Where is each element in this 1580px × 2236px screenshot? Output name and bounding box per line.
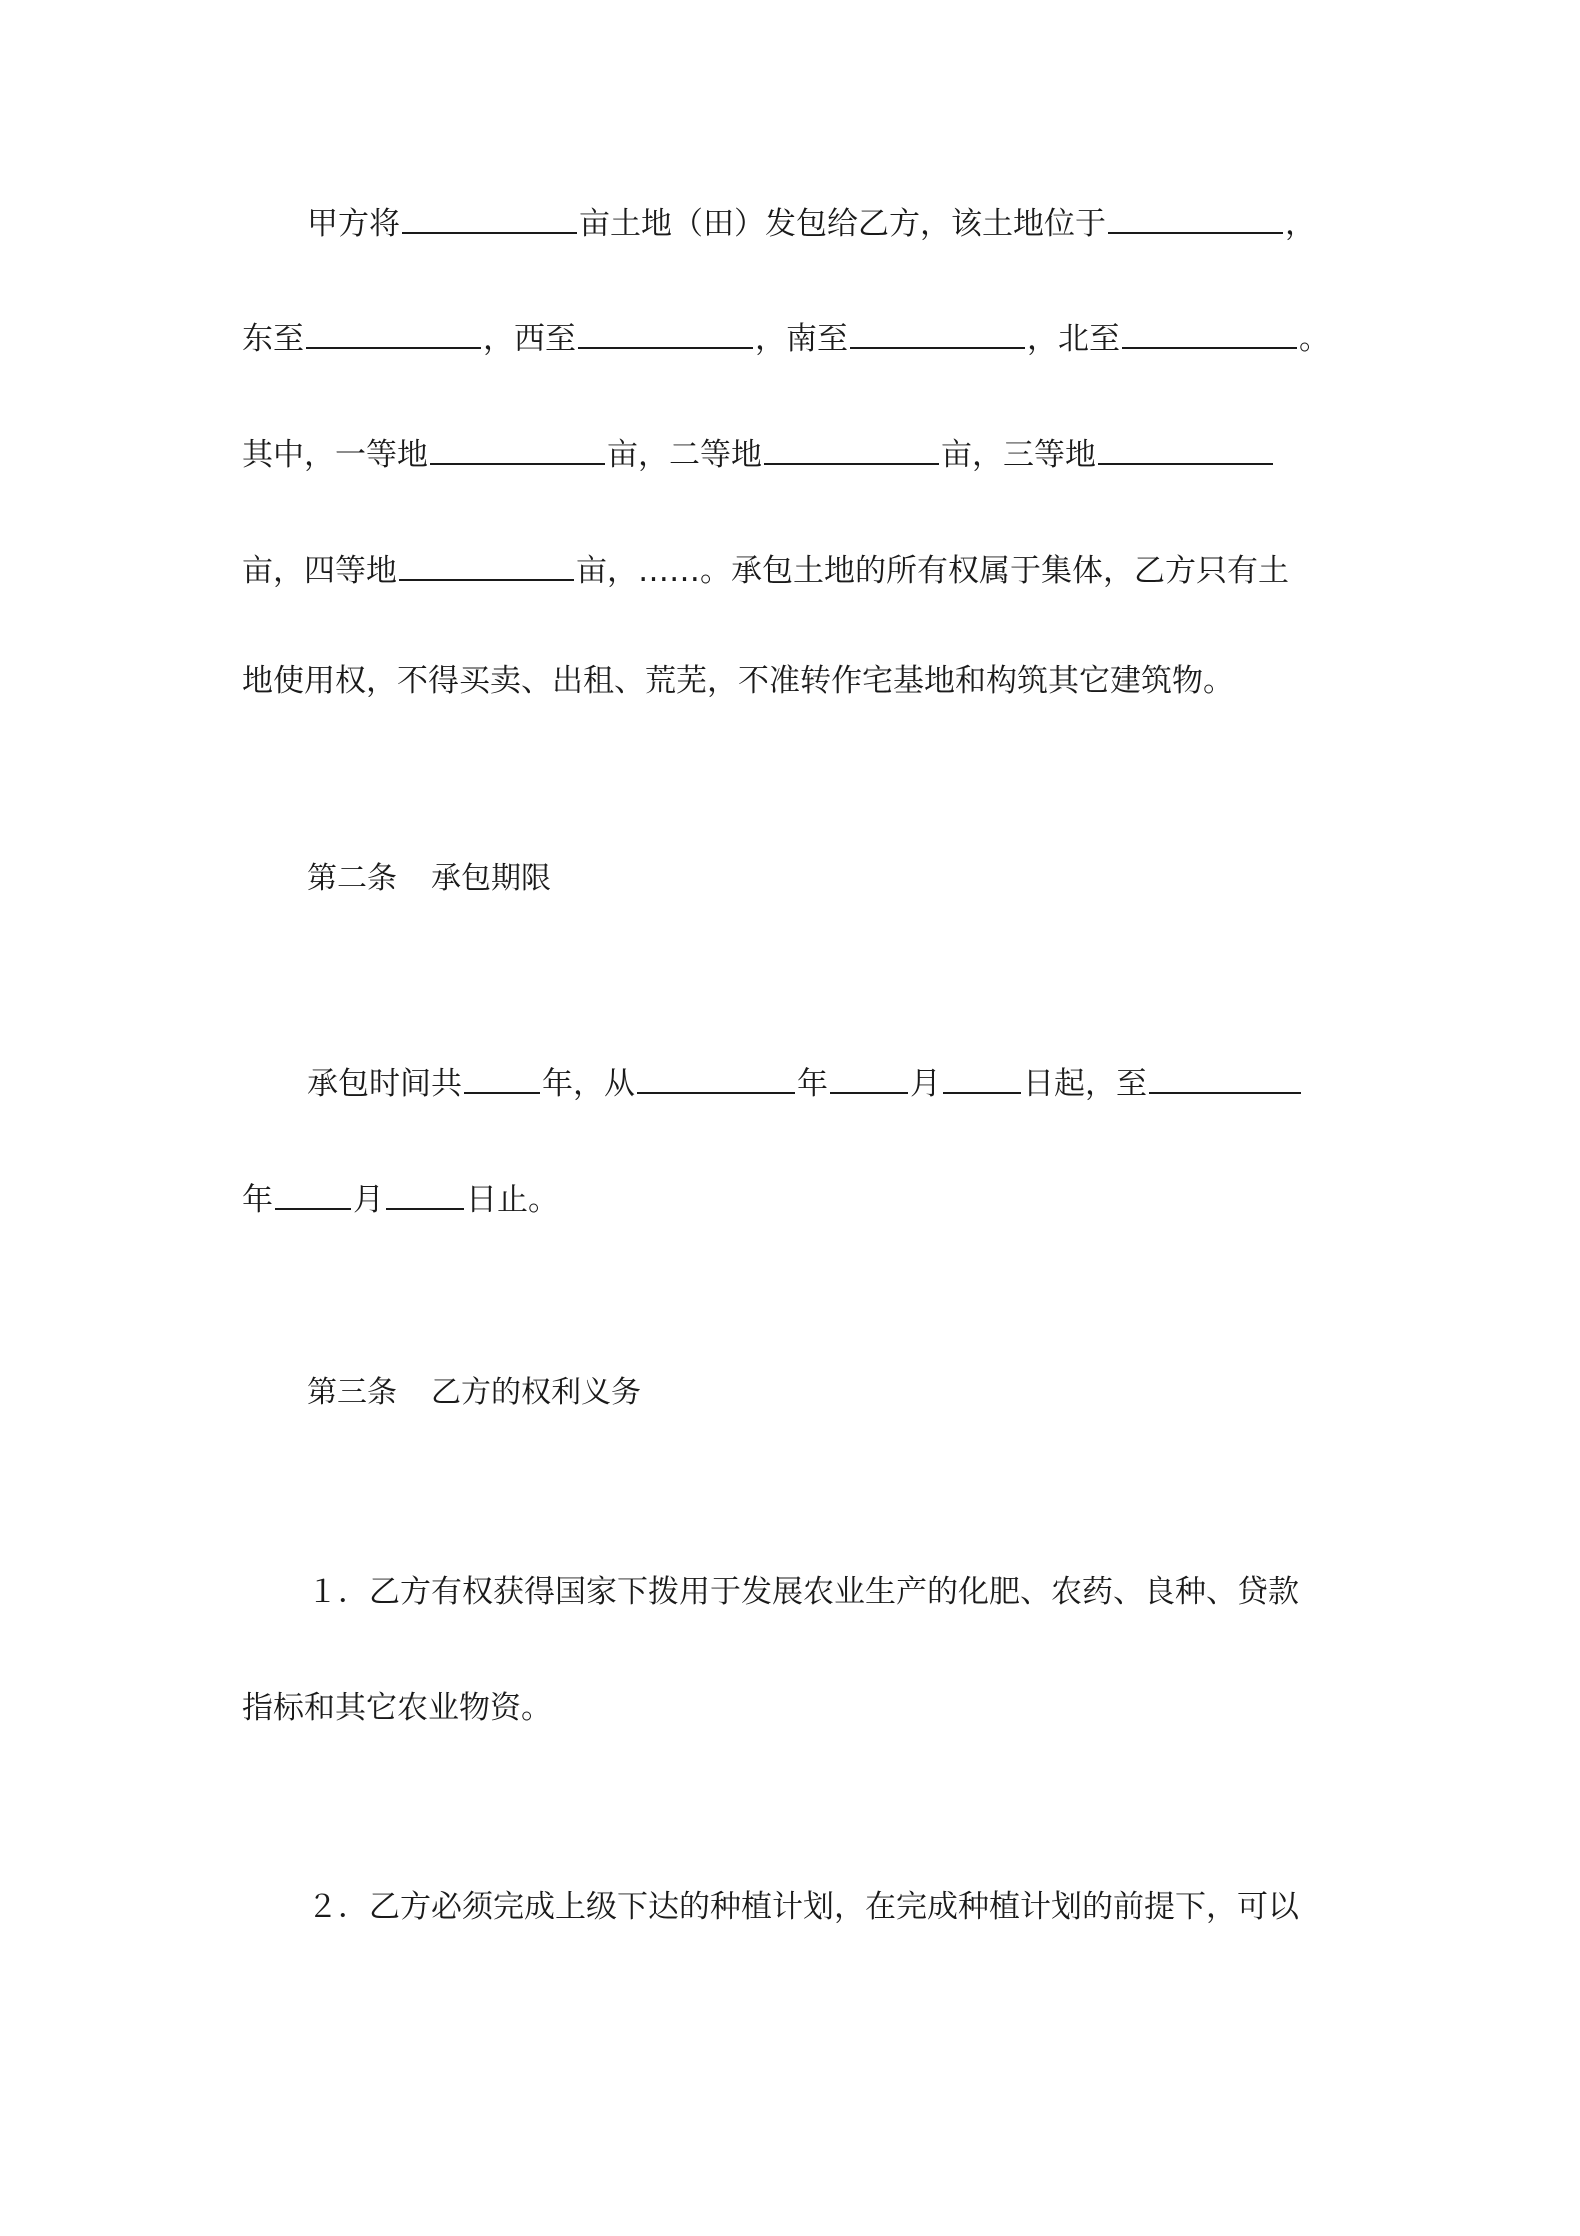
text-segment: 年，从 <box>542 1066 635 1102</box>
blank-field-grade2[interactable] <box>764 429 939 465</box>
blank-field-end-month[interactable] <box>275 1174 351 1210</box>
text-segment: 亩，三等地 <box>941 437 1096 473</box>
text-segment: ，西至 <box>483 321 576 357</box>
article-number: 第三条 <box>307 1375 397 1410</box>
text-segment: 年 <box>797 1066 828 1102</box>
text-segment: 东至 <box>242 321 304 357</box>
blank-field-west[interactable] <box>578 313 753 349</box>
text-segment: 月 <box>910 1066 941 1102</box>
blank-field-grade4[interactable] <box>399 545 574 581</box>
text-segment: ，北至 <box>1027 321 1120 357</box>
blank-field-acreage[interactable] <box>402 198 577 234</box>
article3-item1-line1 <box>307 1572 1299 1612</box>
article1-line2 <box>242 313 1330 359</box>
blank-field-north[interactable] <box>1122 313 1297 349</box>
blank-field-start-month[interactable] <box>830 1058 908 1094</box>
article3-heading <box>307 1373 641 1413</box>
blank-field-south[interactable] <box>850 313 1025 349</box>
article1-line4 <box>242 545 1289 591</box>
article2-heading <box>307 859 551 899</box>
text-segment: １．乙方有权获得国家下拨用于发展农业生产的化肥、农药、良种、贷款 <box>307 1574 1299 1610</box>
text-segment: ， <box>1285 206 1316 242</box>
text-segment: 亩，二等地 <box>607 437 762 473</box>
text-segment: 其中，一等地 <box>242 437 428 473</box>
text-segment: ，南至 <box>755 321 848 357</box>
blank-field-start-year[interactable] <box>637 1058 795 1094</box>
blank-field-grade3[interactable] <box>1098 429 1273 465</box>
blank-field-grade1[interactable] <box>430 429 605 465</box>
text-segment: 承包时间共 <box>307 1066 462 1102</box>
blank-field-location[interactable] <box>1108 198 1283 234</box>
article-title: 乙方的权利义务 <box>431 1375 641 1410</box>
blank-field-end-day[interactable] <box>386 1174 464 1210</box>
text-segment: 月 <box>353 1182 384 1218</box>
blank-field-years[interactable] <box>464 1058 540 1094</box>
article-title: 承包期限 <box>431 861 551 896</box>
text-segment: 年 <box>242 1182 273 1218</box>
blank-field-east[interactable] <box>306 313 481 349</box>
article1-line3 <box>242 429 1275 475</box>
text-segment: 指标和其它农业物资。 <box>242 1690 552 1726</box>
article1-line1 <box>307 198 1316 244</box>
article-number: 第二条 <box>307 861 397 896</box>
article2-line2 <box>242 1174 559 1220</box>
article3-item1-line2 <box>242 1688 552 1728</box>
text-segment: 日起，至 <box>1023 1066 1147 1102</box>
text-segment: ２．乙方必须完成上级下达的种植计划，在完成种植计划的前提下，可以 <box>307 1889 1299 1925</box>
text-segment: 亩土地（田）发包给乙方，该土地位于 <box>579 206 1106 242</box>
article3-item2-line1 <box>307 1887 1299 1927</box>
text-segment: 。 <box>1299 321 1330 357</box>
text-segment: 甲方将 <box>307 206 400 242</box>
blank-field-end-year[interactable] <box>1149 1058 1301 1094</box>
text-segment: 日止。 <box>466 1182 559 1218</box>
article2-line1 <box>307 1058 1303 1104</box>
blank-field-start-day[interactable] <box>943 1058 1021 1094</box>
article1-line5 <box>242 661 1234 701</box>
text-segment: 亩，……。承包土地的所有权属于集体，乙方只有土 <box>576 553 1289 589</box>
text-segment: 亩，四等地 <box>242 553 397 589</box>
text-segment: 地使用权，不得买卖、出租、荒芜，不准转作宅基地和构筑其它建筑物。 <box>242 663 1234 699</box>
